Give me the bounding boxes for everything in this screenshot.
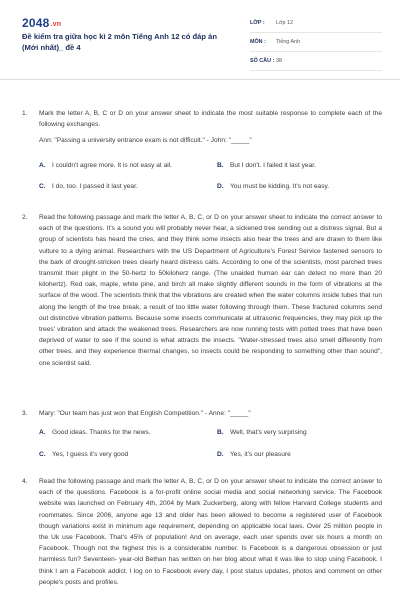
question-number: 3. xyxy=(22,410,28,417)
option-b[interactable] xyxy=(217,161,316,171)
option-c[interactable] xyxy=(39,450,128,460)
option-d[interactable] xyxy=(217,450,291,460)
option-text: Yes, it's our pleasure xyxy=(230,451,291,458)
option-letter: B. xyxy=(217,162,224,169)
question-body xyxy=(39,476,382,588)
option-letter: C. xyxy=(39,183,46,190)
option-letter: A. xyxy=(39,429,46,436)
option-text: Well, that's very surprising xyxy=(230,429,307,436)
option-text: Yes, I guess it's very good xyxy=(52,451,129,458)
meta-key: SỐ CÂU : xyxy=(250,58,275,64)
option-a[interactable] xyxy=(39,428,150,438)
option-d[interactable] xyxy=(217,182,329,192)
option-text: Good ideas. Thanks for the news. xyxy=(52,429,151,436)
meta-value: 38 xyxy=(276,58,282,64)
meta-row-subject xyxy=(250,33,382,52)
question-number: 2. xyxy=(22,214,28,221)
option-a[interactable] xyxy=(39,161,172,171)
option-c[interactable] xyxy=(39,182,138,192)
question-text: Read the following passage and mark the letter A, B, C, or D on your answer sheet to indicate the correct answer to each of the questions. Facebook is a for-profit online social media and social networking service. The Facebook website was launched on February 4th, 2004 by Mark Zuckerberg, along with fellow Harvard College students and roommates. Since 2006, anyone age 13 and older has been allowed to become a registered user of Facebook though variations exist in minimum age requirement, depending on applicable local laws. Over 25 million people in the Uk use Facebook. That's 45% of population! And on average, each user spends over six hours a month on Facebook. Though not the highest this is a considerable number. Is Facebook is a dangerous obsession or just harmless fun? Seventeen- year-old Bethan has written on her blog about what it was like to stop using Facebook. I think I am a Facebook addict. I log on to Facebook every day, I post status updates, photos and comment on other people's posts and profiles. xyxy=(39,478,382,586)
question-number: 1. xyxy=(22,110,28,117)
question-prompt: Ann: "Passing a university entrance exam is not difficult." - John: "_____" xyxy=(39,137,252,145)
meta-row-class xyxy=(250,14,382,33)
option-text: I do, too. I passed it last year. xyxy=(52,183,138,190)
meta-key: MÔN : xyxy=(250,39,266,45)
option-text: You must be kidding. It's not easy. xyxy=(230,183,330,190)
document-title: Đề kiểm tra giữa học kì 2 môn Tiếng Anh 12 có đáp án (Mới nhất)_ đề 4 xyxy=(22,32,217,52)
document-meta xyxy=(250,14,382,71)
logo-suffix: .vn xyxy=(50,21,62,28)
option-letter: B. xyxy=(217,429,224,436)
option-b[interactable] xyxy=(217,428,307,438)
meta-key: LỚP : xyxy=(250,20,265,26)
option-letter: A. xyxy=(39,162,46,169)
document-header xyxy=(22,14,382,76)
option-letter: D. xyxy=(217,183,224,190)
logo-text: 2048 xyxy=(22,16,50,30)
option-letter: D. xyxy=(217,451,224,458)
meta-value: Lớp 12 xyxy=(276,20,294,26)
option-letter: C. xyxy=(39,451,46,458)
option-text: But I don't. I failed it last year. xyxy=(230,162,316,169)
question-body xyxy=(39,408,382,419)
option-text: I couldn't agree more. It is not easy at all. xyxy=(52,162,173,169)
question-body xyxy=(39,212,382,369)
meta-row-question-count xyxy=(250,52,382,71)
header-divider xyxy=(0,79,400,80)
question-number: 4. xyxy=(22,478,28,485)
question-text: Mary: "Our team has just won that English Competition." - Anne: "_____" xyxy=(39,410,251,417)
meta-value: Tiếng Anh xyxy=(276,39,301,45)
question-text: Mark the letter A, B, C or D on your answer sheet to indicate the most suitable response to complete each of the following exchanges. xyxy=(39,110,382,129)
question-body xyxy=(39,108,382,147)
question-text: Read the following passage and mark the letter A, B, C, or D on your answer sheet to indicate the correct answer to each of the questions. It's a sound you will probably never hear, a sickened tree sending out a distress signal. But a group of scientists has heard the cries, and they think some insects also hear the trees and are drawn to them like vulture to a dying animal. Researchers with the US Department of Agriculture's Forest Service fastened sensors to the bark of drought-stricken trees clearly heard distress calls. According to one of the scientists, most parched trees transmit their plight in the 50-hertz to 50kiloherz range. (The unaided human ear can detect no more than 20 kilohertz). Red oak, maple, white pine, and birch all make slightly different sounds in the form of vibrations at the surface of the wood. The scientists think that the vibrations are created when the water columns inside tubes that run along the length of the tree break, a result of too little water following through them. These fractured columns send out distinctive vibration patterns. Because some insects communicate at ultrasonic frequencies, they may pick up the trees' vibration and attack the weakened trees. Researchers are now running tests with potted trees that have been deprived of water to see if the sound is what attracts the insects. "Water-stressed trees also smell differently from other trees, and they experience thermal changes, so insects could be responding to something other than sound", one scientist said. xyxy=(39,214,382,367)
site-logo[interactable] xyxy=(22,16,61,30)
